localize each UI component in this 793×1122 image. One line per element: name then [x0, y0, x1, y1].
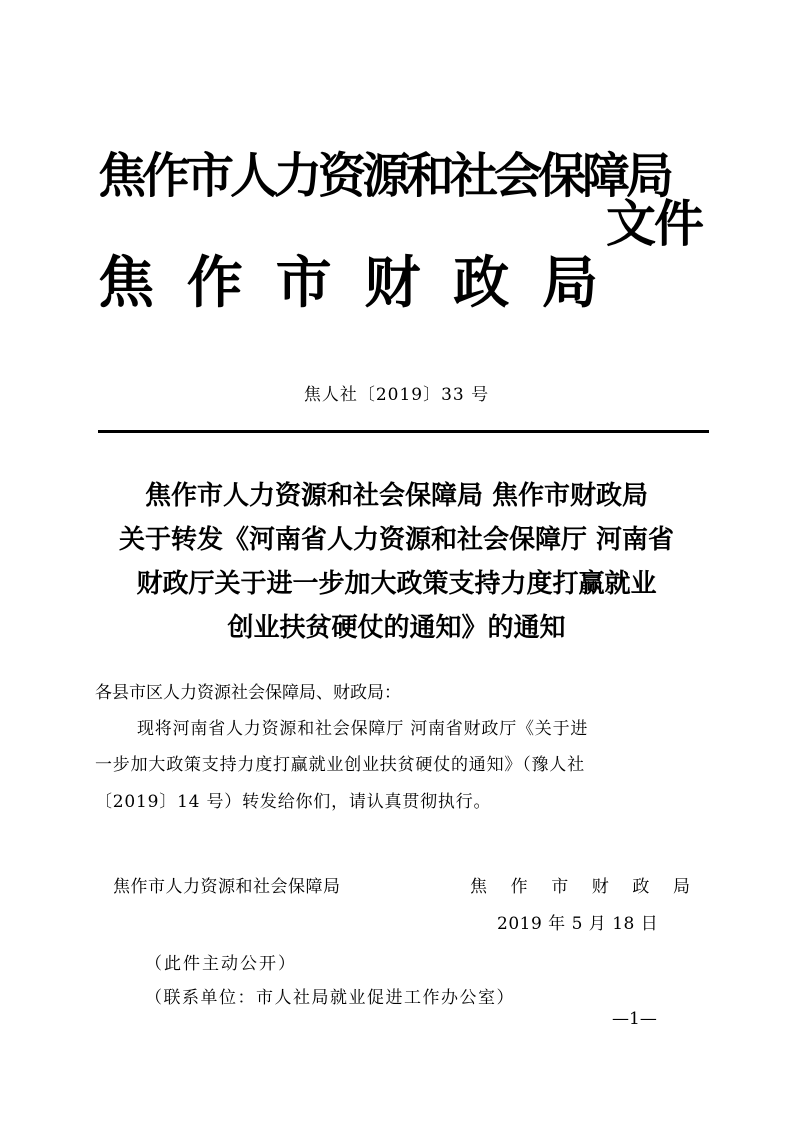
title-line: 创业扶贫硬仗的通知》的通知 — [227, 613, 566, 643]
issuer-char: 财 — [364, 251, 421, 316]
body-line: 现将河南省人力资源和社会保障厅 河南省财政厅《关于进 — [137, 719, 589, 739]
signature-org-left: 焦作市人力资源和社会保障局 — [113, 877, 341, 897]
contact-note: （联系单位：市人社局就业促进工作办公室） — [145, 988, 515, 1008]
disclosure-note: （此件主动公开） — [145, 954, 297, 974]
page-number: —1— — [612, 1009, 657, 1029]
issuer-char: 作 — [186, 251, 243, 316]
title-line: 焦作市人力资源和社会保障局 焦作市财政局 — [144, 481, 649, 511]
document-number: 焦人社〔2019〕33 号 — [303, 385, 490, 405]
issuer-char: 局 — [541, 251, 598, 316]
body-line: 〔2019〕14 号）转发给你们，请认真贯彻执行。 — [95, 792, 492, 812]
title-line: 财政厅关于进一步加大政策支持力度打赢就业 — [136, 569, 657, 599]
signature-char: 财 — [591, 877, 609, 897]
body-line: 一步加大政策支持力度打赢就业创业扶贫硬仗的通知》（豫人社 — [95, 755, 585, 775]
signature-char: 政 — [632, 877, 650, 897]
issuer-name-line2 — [98, 248, 598, 320]
header-divider — [98, 430, 709, 433]
signature-char: 市 — [551, 877, 569, 897]
document-title — [90, 474, 703, 650]
signature-char: 焦 — [470, 877, 487, 897]
salutation: 各县市区人力资源社会保障局、财政局： — [95, 683, 401, 703]
signature-char: 局 — [672, 877, 690, 897]
title-line: 关于转发《河南省人力资源和社会保障厅 河南省 — [118, 525, 675, 555]
signature-char: 作 — [510, 877, 528, 897]
document-type-label: 文件 — [606, 195, 702, 253]
issuer-name-line1: 焦作市人力资源和社会保障局 — [98, 148, 671, 204]
signature-date: 2019 年 5 月 18 日 — [497, 914, 659, 934]
signature-org-right — [470, 874, 690, 900]
issuer-char: 市 — [275, 251, 332, 316]
issuer-char: 焦 — [98, 251, 154, 316]
issuer-char: 政 — [453, 251, 510, 316]
